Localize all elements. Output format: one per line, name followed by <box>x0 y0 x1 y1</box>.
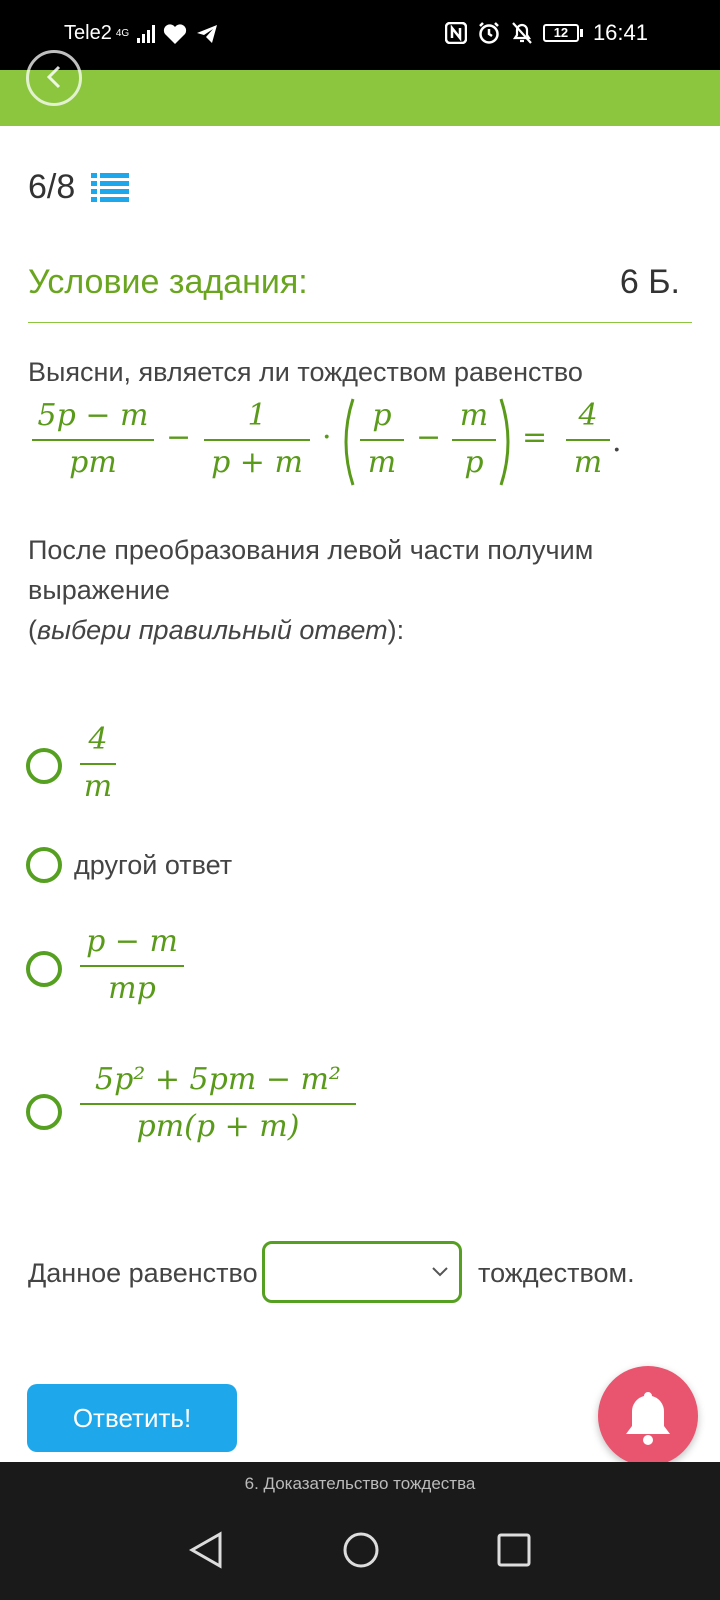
fraction-denominator: pm <box>69 445 117 480</box>
option-radio-2[interactable] <box>26 847 62 883</box>
fraction-numerator: 4 <box>88 722 108 757</box>
status-right <box>445 20 648 46</box>
equation-fraction-2 <box>204 398 310 480</box>
heart-icon <box>163 23 187 45</box>
list-icon[interactable] <box>91 172 129 204</box>
equation-rhs <box>566 398 610 480</box>
task-points: 6 Б. <box>619 263 680 301</box>
question-progress <box>28 168 129 207</box>
bottom-bar <box>0 1462 720 1600</box>
chevron-down-icon <box>431 1266 449 1278</box>
fraction-numerator: m <box>459 398 489 433</box>
status-bar <box>0 0 720 70</box>
status-left <box>64 22 219 45</box>
fraction-denominator: p + m <box>211 445 303 480</box>
minus-sign: − <box>416 420 442 455</box>
fraction-numerator: 1 <box>247 398 267 433</box>
question-text <box>28 530 593 650</box>
option-1-fraction[interactable] <box>80 722 116 804</box>
identity-select[interactable] <box>262 1241 462 1303</box>
minus-sign: − <box>166 420 192 455</box>
equation-fraction-4 <box>452 398 496 480</box>
dot-operator: · <box>322 420 332 455</box>
footer-title: 6. Доказательство тождества <box>244 1474 476 1493</box>
progress-counter: 6/8 <box>28 168 76 206</box>
nav-back-icon[interactable] <box>188 1530 224 1570</box>
question-hint: выбери правильный ответ <box>37 615 388 645</box>
nav-recents-icon[interactable] <box>496 1530 532 1570</box>
fraction-numerator: 5p² + 5pm − m² <box>95 1062 341 1097</box>
signal-icon <box>137 25 155 43</box>
fraction-denominator: m <box>573 445 603 480</box>
notification-button[interactable] <box>598 1366 698 1466</box>
fraction-denominator: m <box>83 769 113 804</box>
network-type: 4G <box>115 28 130 39</box>
fraction-numerator: 4 <box>578 398 598 433</box>
fraction-denominator: p <box>464 445 484 480</box>
bell-icon <box>622 1388 674 1446</box>
conclusion-before: Данное равенство <box>28 1258 258 1288</box>
back-icon <box>43 65 67 89</box>
question-hint-line: (выбери правильный ответ): <box>28 615 405 645</box>
fraction-numerator: 5p − m <box>37 398 149 433</box>
nav-home-icon[interactable] <box>341 1530 381 1570</box>
mute-icon <box>511 21 533 45</box>
right-paren <box>498 396 518 488</box>
option-radio-4[interactable] <box>26 1094 62 1130</box>
equals-sign: = <box>522 420 548 455</box>
task-title: Условие задания: <box>28 263 308 301</box>
fraction-denominator: mp <box>108 971 156 1006</box>
equation-fraction-1 <box>32 398 154 480</box>
battery-icon <box>543 24 583 42</box>
carrier-name: Tele2 <box>64 22 112 44</box>
conclusion-after: тождеством. <box>478 1258 635 1288</box>
fraction-denominator: pm(p + m) <box>136 1109 300 1144</box>
option-radio-1[interactable] <box>26 748 62 784</box>
option-4-fraction[interactable] <box>80 1062 356 1144</box>
left-paren <box>336 396 356 488</box>
equation-fraction-3 <box>360 398 404 480</box>
question-line-2: выражение <box>28 575 170 605</box>
option-3-fraction[interactable] <box>80 924 184 1006</box>
question-line-1: После преобразования левой части получим <box>28 535 594 565</box>
nfc-icon <box>445 22 467 44</box>
clock: 16:41 <box>592 20 648 45</box>
fraction-numerator: p − m <box>86 924 178 959</box>
fraction-denominator: m <box>367 445 397 480</box>
telegram-icon <box>195 23 219 45</box>
option-radio-3[interactable] <box>26 951 62 987</box>
battery-level: 12 <box>553 25 569 40</box>
app-bar <box>0 70 720 126</box>
task-header <box>28 263 692 323</box>
back-button[interactable] <box>26 50 82 106</box>
alarm-icon <box>477 21 501 45</box>
option-2-label[interactable]: другой ответ <box>74 850 233 880</box>
task-intro: Выясни, является ли тождеством равенство <box>28 357 583 387</box>
submit-button[interactable]: Ответить! <box>27 1384 237 1452</box>
equation-period: . <box>612 424 622 459</box>
fraction-numerator: p <box>372 398 392 433</box>
